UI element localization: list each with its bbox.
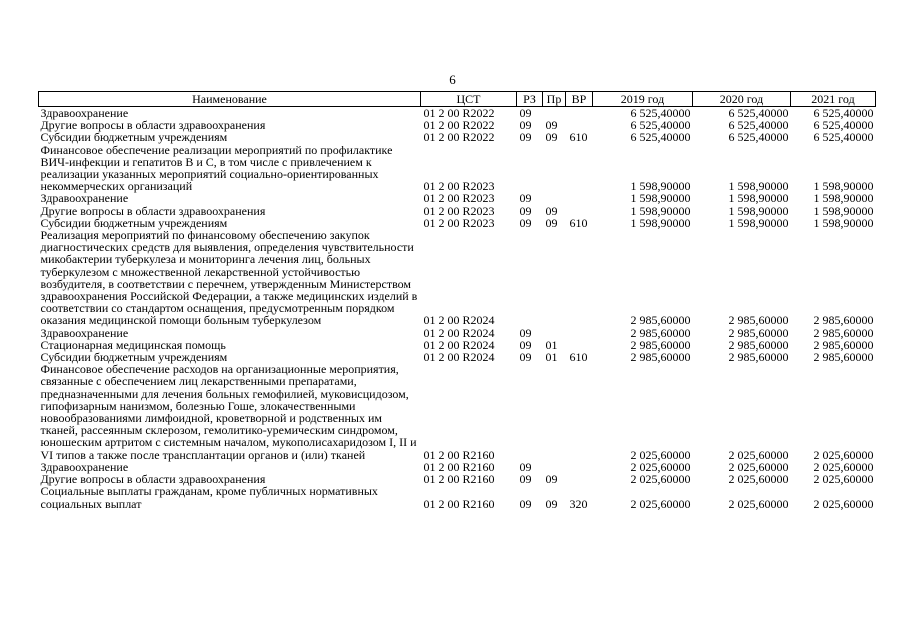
row-amount-2021: 2 025,60000 bbox=[813, 447, 874, 462]
row-rz bbox=[517, 144, 543, 193]
row-rz: 09 bbox=[519, 215, 532, 230]
table-row bbox=[39, 205, 876, 217]
row-amount-2019: 1 598,90000 bbox=[630, 191, 691, 206]
row-vr bbox=[566, 327, 593, 339]
row-amount-2020: 2 025,60000 bbox=[728, 496, 789, 511]
table-row bbox=[39, 192, 876, 204]
row-amount-2021: 2 985,60000 bbox=[813, 325, 874, 340]
row-name: Реализация мероприятий по финансовому обеспечению закупок диагностических средств для выявления, определения чувствительности микобактерии туберкулеза и мониторинга лечения лиц, больных туберкулезом с множественной лекарственной устойчивостью возбудителя, в соответствии с перечнем, утвержденным Министерством здравоохранения Российской Федерации, а также медицинских изделий в соответствии со стандартом оснащения, предусмотренным порядком оказания медицинской помощи больным туберкулезом bbox=[40, 228, 418, 328]
row-rz: 09 bbox=[519, 191, 532, 206]
row-cst: 01 2 00 R2024 bbox=[423, 325, 495, 340]
row-amount-2021: 1 598,90000 bbox=[813, 191, 874, 206]
row-name: Социальные выплаты гражданам, кроме публичных нормативных социальных выплат bbox=[40, 484, 378, 511]
row-rz: 09 bbox=[519, 106, 532, 120]
row-amount-2021: 1 598,90000 bbox=[813, 215, 874, 230]
header-name: Наименование bbox=[39, 92, 421, 107]
row-amount-2020: 2 985,60000 bbox=[728, 350, 789, 365]
row-rz: 09 bbox=[519, 350, 532, 365]
row-amount-2019: 2 025,60000 bbox=[630, 472, 691, 487]
row-name: Другие вопросы в области здравоохранения bbox=[40, 472, 266, 487]
row-pr: 09 bbox=[545, 215, 558, 230]
header-cst: ЦСТ bbox=[421, 92, 517, 107]
row-cst: 01 2 00 R2160 bbox=[423, 447, 495, 462]
row-amount-2019: 1 598,90000 bbox=[630, 215, 691, 230]
row-amount-2021: 2 985,60000 bbox=[813, 337, 874, 352]
row-amount-2020: 1 598,90000 bbox=[728, 215, 789, 230]
row-vr bbox=[566, 363, 593, 461]
row-amount-2021: 2 025,60000 bbox=[813, 459, 874, 474]
header-pr: Пр bbox=[543, 92, 566, 107]
row-amount-2021: 1 598,90000 bbox=[813, 203, 874, 218]
row-amount-2019: 6 525,40000 bbox=[630, 130, 691, 145]
budget-table bbox=[38, 91, 876, 510]
page-number: 6 bbox=[449, 72, 456, 87]
row-pr bbox=[543, 363, 566, 461]
row-rz: 09 bbox=[519, 203, 532, 218]
row-rz bbox=[517, 229, 543, 327]
row-pr: 09 bbox=[545, 203, 558, 218]
header-2021: 2021 год bbox=[791, 92, 876, 107]
row-name: Другие вопросы в области здравоохранения bbox=[40, 118, 266, 133]
row-vr: 610 bbox=[569, 350, 588, 365]
header-2019: 2019 год bbox=[593, 92, 693, 107]
row-cst: 01 2 00 R2160 bbox=[423, 496, 495, 511]
header-2020: 2020 год bbox=[693, 92, 791, 107]
table-row bbox=[39, 144, 876, 193]
row-amount-2020: 2 985,60000 bbox=[728, 337, 789, 352]
row-amount-2019: 2 985,60000 bbox=[630, 350, 691, 365]
row-rz bbox=[517, 363, 543, 461]
row-vr bbox=[566, 205, 593, 217]
row-vr bbox=[566, 473, 593, 485]
row-name: Здравоохранение bbox=[40, 459, 129, 474]
row-amount-2020: 2 025,60000 bbox=[728, 459, 789, 474]
row-name: Субсидии бюджетным учреждениям bbox=[40, 215, 228, 230]
row-amount-2021: 6 525,40000 bbox=[813, 106, 874, 120]
row-vr bbox=[566, 144, 593, 193]
row-pr bbox=[543, 192, 566, 204]
row-pr: 09 bbox=[545, 130, 558, 145]
row-vr bbox=[566, 192, 593, 204]
row-pr bbox=[543, 229, 566, 327]
row-amount-2021: 2 985,60000 bbox=[813, 350, 874, 365]
row-amount-2019: 1 598,90000 bbox=[630, 179, 691, 194]
row-vr bbox=[566, 107, 593, 120]
row-amount-2020: 6 525,40000 bbox=[728, 118, 789, 133]
row-rz: 09 bbox=[519, 130, 532, 145]
row-amount-2019: 6 525,40000 bbox=[630, 106, 691, 120]
row-cst: 01 2 00 R2022 bbox=[423, 106, 495, 120]
row-amount-2020: 2 025,60000 bbox=[728, 447, 789, 462]
row-amount-2021: 2 025,60000 bbox=[813, 496, 874, 511]
row-amount-2021: 2 025,60000 bbox=[813, 472, 874, 487]
row-pr: 09 bbox=[545, 496, 558, 511]
row-name: Здравоохранение bbox=[40, 106, 129, 120]
row-amount-2019: 1 598,90000 bbox=[630, 203, 691, 218]
row-name: Субсидии бюджетным учреждениям bbox=[40, 350, 228, 365]
row-name: Стационарная медицинская помощь bbox=[40, 337, 226, 352]
row-name: Субсидии бюджетным учреждениям bbox=[40, 130, 228, 145]
row-pr: 01 bbox=[545, 337, 558, 352]
row-pr: 01 bbox=[545, 350, 558, 365]
row-amount-2020: 2 985,60000 bbox=[728, 313, 789, 328]
row-name: Другие вопросы в области здравоохранения bbox=[40, 203, 266, 218]
row-amount-2019: 2 985,60000 bbox=[630, 313, 691, 328]
row-amount-2019: 2 025,60000 bbox=[630, 496, 691, 511]
row-amount-2020: 2 025,60000 bbox=[728, 472, 789, 487]
row-cst: 01 2 00 R2160 bbox=[423, 472, 495, 487]
row-cst: 01 2 00 R2160 bbox=[423, 459, 495, 474]
row-amount-2019: 2 025,60000 bbox=[630, 459, 691, 474]
row-rz: 09 bbox=[519, 325, 532, 340]
row-amount-2021: 6 525,40000 bbox=[813, 130, 874, 145]
row-pr bbox=[543, 144, 566, 193]
row-rz: 09 bbox=[519, 459, 532, 474]
row-vr: 610 bbox=[569, 215, 588, 230]
row-cst: 01 2 00 R2024 bbox=[423, 350, 495, 365]
row-amount-2021: 1 598,90000 bbox=[813, 179, 874, 194]
header-vr: ВР bbox=[566, 92, 593, 107]
table-header-row bbox=[39, 92, 876, 107]
row-vr bbox=[566, 461, 593, 473]
row-vr bbox=[566, 229, 593, 327]
row-pr: 09 bbox=[545, 472, 558, 487]
row-cst: 01 2 00 R2022 bbox=[423, 130, 495, 145]
row-rz: 09 bbox=[519, 337, 532, 352]
row-rz: 09 bbox=[519, 496, 532, 511]
row-amount-2020: 1 598,90000 bbox=[728, 203, 789, 218]
row-rz: 09 bbox=[519, 472, 532, 487]
row-cst: 01 2 00 R2022 bbox=[423, 118, 495, 133]
table-row bbox=[39, 229, 876, 327]
row-name: Здравоохранение bbox=[40, 325, 129, 340]
row-vr: 320 bbox=[569, 496, 588, 511]
table-row bbox=[39, 485, 876, 509]
row-amount-2020: 1 598,90000 bbox=[728, 179, 789, 194]
row-amount-2021: 6 525,40000 bbox=[813, 118, 874, 133]
row-amount-2019: 6 525,40000 bbox=[630, 118, 691, 133]
table-row bbox=[39, 131, 876, 143]
row-amount-2019: 2 985,60000 bbox=[630, 325, 691, 340]
row-cst: 01 2 00 R2023 bbox=[423, 191, 495, 206]
row-pr: 09 bbox=[545, 118, 558, 133]
row-cst: 01 2 00 R2024 bbox=[423, 337, 495, 352]
row-vr: 610 bbox=[569, 130, 588, 145]
row-amount-2021: 2 985,60000 bbox=[813, 313, 874, 328]
row-name: Финансовое обеспечение реализации мероприятий по профилактике ВИЧ-инфекции и гепатитов B и C, в том числе с привлечением к реализации указанных мероприятий социально-ориентированных некоммерческих организаций bbox=[40, 142, 393, 194]
row-amount-2019: 2 985,60000 bbox=[630, 337, 691, 352]
row-amount-2020: 6 525,40000 bbox=[728, 130, 789, 145]
row-cst: 01 2 00 R2024 bbox=[423, 313, 495, 328]
row-cst: 01 2 00 R2023 bbox=[423, 179, 495, 194]
row-amount-2020: 6 525,40000 bbox=[728, 106, 789, 120]
row-name: Финансовое обеспечение расходов на организационные мероприятия, связанные с обеспечением лиц лекарственными препаратами, предназначенными для лечения больных гемофилией, муковисцидозом, гипофизарным нанизмом, болезнью Гоше, злокачественными новообразованиями лимфоидной, кроветворной и родственных им тканей, рассеянным склерозом, гемолитико-уремическим синдромом, юношеским артритом с системным началом, мукополисахаридозом I, II и VI типов а также после трансплантации органов и (или) тканей bbox=[40, 362, 417, 462]
row-name: Здравоохранение bbox=[40, 191, 129, 206]
row-rz: 09 bbox=[519, 118, 532, 133]
table-row bbox=[39, 363, 876, 461]
header-rz: РЗ bbox=[517, 92, 543, 107]
row-cst: 01 2 00 R2023 bbox=[423, 203, 495, 218]
row-amount-2020: 2 985,60000 bbox=[728, 325, 789, 340]
row-amount-2019: 2 025,60000 bbox=[630, 447, 691, 462]
row-amount-2020: 1 598,90000 bbox=[728, 191, 789, 206]
row-cst: 01 2 00 R2023 bbox=[423, 215, 495, 230]
